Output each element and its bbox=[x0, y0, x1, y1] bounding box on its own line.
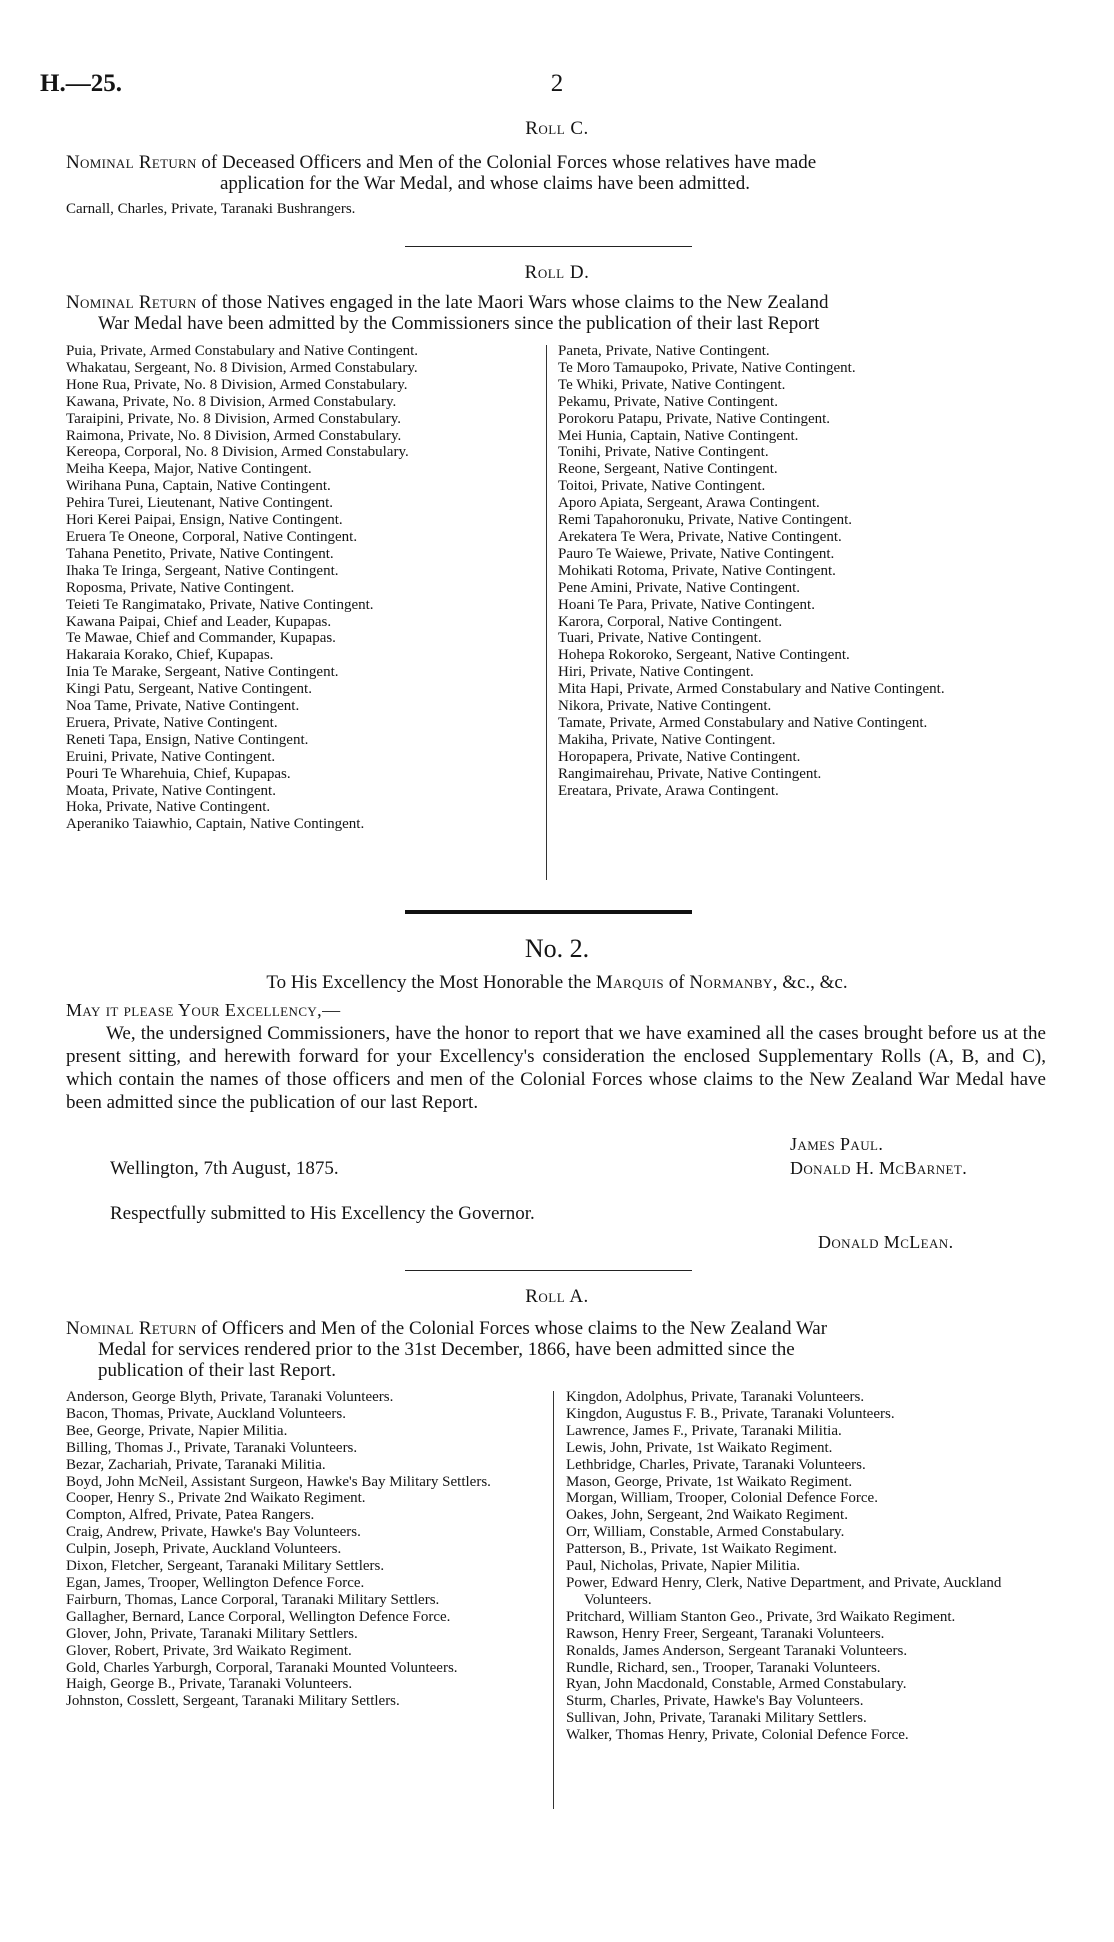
roll-d-entry: Raimona, Private, No. 8 Division, Armed Constabulary. bbox=[66, 427, 402, 444]
roll-d-entry: Te Whiki, Private, Native Contingent. bbox=[558, 376, 786, 393]
roll-a-title: Roll A. bbox=[525, 1286, 589, 1307]
roll-a-intro-line2: Medal for services rendered prior to the 31st December, 1866, have been admitted since the bbox=[98, 1339, 795, 1360]
roll-a-entry: Johnston, Cosslett, Sergeant, Taranaki Military Settlers. bbox=[66, 1693, 400, 1710]
roll-d-entry: Toitoi, Private, Native Contingent. bbox=[558, 478, 766, 495]
address-prefix: To His Excellency the Most Honorable the bbox=[266, 972, 596, 993]
roll-a-entry: Pritchard, William Stanton Geo., Private, 3rd Waikato Regiment. bbox=[566, 1608, 956, 1625]
roll-d-title: Roll D. bbox=[524, 262, 590, 283]
roll-d-entry: Ereatara, Private, Arawa Contingent. bbox=[558, 782, 779, 799]
roll-d-entry: Reone, Sergeant, Native Contingent. bbox=[558, 461, 778, 478]
divider bbox=[405, 1270, 692, 1271]
signatory-donald-mcbarnet: Donald H. McBarnet. bbox=[790, 1158, 968, 1178]
roll-d-entry: Pene Amini, Private, Native Contingent. bbox=[558, 579, 801, 596]
salutation: May it please Your Excellency,— bbox=[66, 1000, 341, 1020]
roll-d-entry: Kereopa, Corporal, No. 8 Division, Armed Constabulary. bbox=[66, 444, 409, 461]
roll-d-entry: Tamate, Private, Armed Constabulary and Native Contingent. bbox=[558, 714, 928, 731]
roll-c-entry: Carnall, Charles, Private, Taranaki Bushrangers. bbox=[66, 201, 356, 217]
roll-d-entry: Kawana, Private, No. 8 Division, Armed Constabulary. bbox=[66, 393, 397, 410]
roll-d-intro-line1: of those Natives engaged in the late Maori Wars whose claims to the New Zealand bbox=[196, 292, 829, 313]
roll-a-entry: Billing, Thomas J., Private, Taranaki Volunteers. bbox=[66, 1439, 358, 1456]
roll-a-entry: Orr, William, Constable, Armed Constabulary. bbox=[566, 1524, 845, 1541]
signatory-donald-mclean: Donald McLean. bbox=[818, 1232, 954, 1252]
address-of: of bbox=[663, 972, 690, 993]
roll-d-entry: Hohepa Rokoroko, Sergeant, Native Contingent. bbox=[558, 647, 850, 664]
roll-d-intro bbox=[66, 292, 1056, 334]
column-divider bbox=[546, 345, 547, 880]
roll-d-entry: Taraipini, Private, No. 8 Division, Armed Constabulary. bbox=[66, 410, 402, 427]
roll-d-entry: Hiri, Private, Native Contingent. bbox=[558, 664, 754, 681]
roll-d-entry: Aperaniko Taiawhio, Captain, Native Contingent. bbox=[66, 816, 365, 833]
roll-c-intro bbox=[66, 152, 1056, 194]
roll-d-entry: Hone Rua, Private, No. 8 Division, Armed Constabulary. bbox=[66, 376, 408, 393]
roll-a-entry: Culpin, Joseph, Private, Auckland Volunteers. bbox=[66, 1541, 342, 1558]
roll-d-entry: Meiha Keepa, Major, Native Contingent. bbox=[66, 461, 312, 478]
roll-a-entry: Rundle, Richard, sen., Trooper, Taranaki Volunteers. bbox=[566, 1659, 881, 1676]
submission-line: Respectfully submitted to His Excellency the Governor. bbox=[110, 1203, 535, 1224]
roll-c-list bbox=[66, 201, 666, 218]
roll-d-right-column bbox=[558, 343, 1045, 799]
roll-a-entry: Kingdon, Augustus F. B., Private, Taranaki Volunteers. bbox=[566, 1405, 895, 1422]
roll-d-entry: Mohikati Rotoma, Private, Native Contingent. bbox=[558, 562, 836, 579]
roll-a-entry: Kingdon, Adolphus, Private, Taranaki Volunteers. bbox=[566, 1389, 865, 1405]
roll-d-entry: Karora, Corporal, Native Contingent. bbox=[558, 613, 783, 630]
no2-address bbox=[0, 972, 1114, 994]
roll-d-entry: Te Mawae, Chief and Commander, Kupapas. bbox=[66, 630, 336, 647]
roll-d-entry: Rangimairehau, Private, Native Contingent. bbox=[558, 765, 822, 782]
roll-a-entry: Anderson, George Blyth, Private, Taranaki Volunteers. bbox=[66, 1389, 394, 1405]
roll-a-entry: Sullivan, John, Private, Taranaki Military Settlers. bbox=[566, 1710, 867, 1727]
roll-d-entry: Hoka, Private, Native Contingent. bbox=[66, 799, 271, 816]
section-divider bbox=[405, 910, 692, 914]
roll-a-entry: Bezar, Zachariah, Private, Taranaki Militia. bbox=[66, 1456, 326, 1473]
no2-heading: No. 2. bbox=[524, 934, 590, 963]
address-title: Marquis bbox=[595, 972, 664, 993]
roll-a-entry: Ronalds, James Anderson, Sergeant Taranaki Volunteers. bbox=[566, 1642, 908, 1659]
roll-a-entry: Haigh, George B., Private, Taranaki Volunteers. bbox=[66, 1676, 353, 1693]
roll-d-entry: Horopapera, Private, Native Contingent. bbox=[558, 748, 801, 765]
roll-d-entry: Whakatau, Sergeant, No. 8 Division, Armed Constabulary. bbox=[66, 359, 418, 376]
roll-a-entry: Paul, Nicholas, Private, Napier Militia. bbox=[566, 1558, 801, 1575]
roll-a-entry: Gallagher, Bernard, Lance Corporal, Wellington Defence Force. bbox=[66, 1608, 451, 1625]
roll-a-left-column bbox=[66, 1389, 538, 1710]
roll-d-entry: Kawana Paipai, Chief and Leader, Kupapas. bbox=[66, 613, 332, 630]
column-divider bbox=[553, 1391, 554, 1809]
page-number: 2 bbox=[550, 70, 564, 97]
roll-d-entry: Nikora, Private, Native Contingent. bbox=[558, 698, 772, 715]
report-paragraph: We, the undersigned Commissioners, have the honor to report that we have examined all the cases brought before us at the present sitting, and herewith forward for your Excellency's consideration the enclosed Supplementary Rolls (A, B, and C), which contain the names of those officers and men of the Colonial Forces whose claims to the New Zealand War Medal have been admitted since the publication of our last Report. bbox=[66, 1023, 1046, 1113]
roll-a-lead: Nominal Return bbox=[66, 1318, 197, 1339]
roll-d-entry: Pouri Te Wharehuia, Chief, Kupapas. bbox=[66, 765, 291, 782]
report-body bbox=[66, 1022, 1046, 1114]
roll-a-entry: Egan, James, Trooper, Wellington Defence Force. bbox=[66, 1574, 365, 1591]
signatory-james-paul: James Paul. bbox=[790, 1134, 884, 1154]
roll-d-entry: Aporo Apiata, Sergeant, Arawa Contingent. bbox=[558, 495, 820, 512]
roll-d-entry: Pekamu, Private, Native Contingent. bbox=[558, 393, 778, 410]
roll-a-entry: Oakes, John, Sergeant, 2nd Waikato Regiment. bbox=[566, 1507, 848, 1524]
roll-a-entry: Sturm, Charles, Private, Hawke's Bay Volunteers. bbox=[566, 1693, 864, 1710]
roll-d-entry: Porokoru Patapu, Private, Native Contingent. bbox=[558, 410, 831, 427]
roll-d-entry: Arekatera Te Wera, Private, Native Contingent. bbox=[558, 528, 842, 545]
roll-a-entry: Patterson, B., Private, 1st Waikato Regiment. bbox=[566, 1541, 837, 1558]
address-suffix: , &c., &c. bbox=[772, 972, 848, 993]
roll-d-entry: Mita Hapi, Private, Armed Constabulary and Native Contingent. bbox=[558, 681, 945, 698]
roll-a-entry: Compton, Alfred, Private, Patea Rangers. bbox=[66, 1507, 315, 1524]
roll-c-intro-line2: application for the War Medal, and whose claims have been admitted. bbox=[220, 173, 750, 194]
roll-d-intro-line2: War Medal have been admitted by the Commissioners since the publication of their last Report bbox=[98, 313, 820, 334]
roll-d-entry: Kingi Patu, Sergeant, Native Contingent. bbox=[66, 681, 312, 698]
roll-c-title: Roll C. bbox=[525, 118, 589, 139]
roll-d-entry: Moata, Private, Native Contingent. bbox=[66, 782, 276, 799]
roll-a-entry: Fairburn, Thomas, Lance Corporal, Taranaki Military Settlers. bbox=[66, 1591, 440, 1608]
roll-a-entry: Lewis, John, Private, 1st Waikato Regiment. bbox=[566, 1439, 833, 1456]
roll-d-entry: Te Moro Tamaupoko, Private, Native Contingent. bbox=[558, 359, 856, 376]
roll-a-entry: Gold, Charles Yarburgh, Corporal, Taranaki Mounted Volunteers. bbox=[66, 1659, 458, 1676]
roll-d-entry: Hori Kerei Paipai, Ensign, Native Contingent. bbox=[66, 512, 343, 529]
roll-d-entry: Puia, Private, Armed Constabulary and Native Contingent. bbox=[66, 343, 419, 359]
roll-a-entry: Lawrence, James F., Private, Taranaki Militia. bbox=[566, 1422, 842, 1439]
roll-d-entry: Inia Te Marake, Sergeant, Native Contingent. bbox=[66, 664, 339, 681]
roll-d-entry: Makiha, Private, Native Contingent. bbox=[558, 731, 776, 748]
roll-a-entry: Glover, Robert, Private, 3rd Waikato Regiment. bbox=[66, 1642, 352, 1659]
roll-d-left-column bbox=[66, 343, 536, 833]
roll-d-entry: Eruini, Private, Native Contingent. bbox=[66, 748, 276, 765]
roll-a-right-column bbox=[566, 1389, 1046, 1744]
roll-a-entry: Rawson, Henry Freer, Sergeant, Taranaki Volunteers. bbox=[566, 1625, 885, 1642]
roll-a-entry: Lethbridge, Charles, Private, Taranaki Volunteers. bbox=[566, 1456, 866, 1473]
roll-c-lead: Nominal Return bbox=[66, 152, 197, 173]
roll-d-entry: Reneti Tapa, Ensign, Native Contingent. bbox=[66, 731, 309, 748]
roll-d-lead: Nominal Return bbox=[66, 292, 197, 313]
roll-d-entry: Mei Hunia, Captain, Native Contingent. bbox=[558, 427, 799, 444]
roll-d-entry: Pehira Turei, Lieutenant, Native Contingent. bbox=[66, 495, 334, 512]
roll-d-entry: Teieti Te Rangimatako, Private, Native Contingent. bbox=[66, 596, 374, 613]
roll-d-entry: Roposma, Private, Native Contingent. bbox=[66, 579, 295, 596]
roll-d-entry: Tonihi, Private, Native Contingent. bbox=[558, 444, 769, 461]
roll-a-entry: Bacon, Thomas, Private, Auckland Volunteers. bbox=[66, 1405, 346, 1422]
roll-d-entry: Hoani Te Para, Private, Native Contingent. bbox=[558, 596, 815, 613]
roll-d-entry: Paneta, Private, Native Contingent. bbox=[558, 343, 770, 359]
roll-d-entry: Pauro Te Waiewe, Private, Native Contingent. bbox=[558, 545, 835, 562]
roll-a-entry: Mason, George, Private, 1st Waikato Regiment. bbox=[566, 1473, 853, 1490]
roll-d-entry: Eruera, Private, Native Contingent. bbox=[66, 714, 278, 731]
address-name: Normanby bbox=[689, 972, 773, 993]
roll-c-intro-line1: of Deceased Officers and Men of the Colonial Forces whose relatives have made bbox=[196, 152, 817, 173]
roll-d-entry: Tuari, Private, Native Contingent. bbox=[558, 630, 762, 647]
roll-d-entry: Remi Tapahoronuku, Private, Native Contingent. bbox=[558, 512, 853, 529]
roll-a-intro-line3: publication of their last Report. bbox=[98, 1360, 336, 1381]
roll-d-entry: Tahana Penetito, Private, Native Contingent. bbox=[66, 545, 334, 562]
roll-d-entry: Wirihana Puna, Captain, Native Contingent. bbox=[66, 478, 331, 495]
roll-d-entry: Eruera Te Oneone, Corporal, Native Contingent. bbox=[66, 528, 358, 545]
roll-a-intro bbox=[66, 1318, 1056, 1381]
roll-a-entry: Cooper, Henry S., Private 2nd Waikato Regiment. bbox=[66, 1490, 366, 1507]
roll-a-entry: Ryan, John Macdonald, Constable, Armed Constabulary. bbox=[566, 1676, 907, 1693]
roll-a-entry: Power, Edward Henry, Clerk, Native Department, and Private, Auckland Volunteers. bbox=[566, 1574, 1002, 1608]
roll-a-intro-line1: of Officers and Men of the Colonial Forces whose claims to the New Zealand War bbox=[196, 1318, 828, 1339]
roll-a-entry: Morgan, William, Trooper, Colonial Defence Force. bbox=[566, 1490, 878, 1507]
place-date: Wellington, 7th August, 1875. bbox=[110, 1158, 339, 1179]
document-code: H.—25. bbox=[40, 70, 122, 97]
roll-a-entry: Dixon, Fletcher, Sergeant, Taranaki Military Settlers. bbox=[66, 1558, 385, 1575]
roll-d-entry: Noa Tame, Private, Native Contingent. bbox=[66, 698, 300, 715]
roll-a-entry: Boyd, John McNeil, Assistant Surgeon, Hawke's Bay Military Settlers. bbox=[66, 1473, 491, 1490]
roll-a-entry: Craig, Andrew, Private, Hawke's Bay Volunteers. bbox=[66, 1524, 361, 1541]
roll-a-entry: Walker, Thomas Henry, Private, Colonial Defence Force. bbox=[566, 1727, 909, 1744]
roll-a-entry: Bee, George, Private, Napier Militia. bbox=[66, 1422, 288, 1439]
roll-d-entry: Ihaka Te Iringa, Sergeant, Native Contingent. bbox=[66, 562, 339, 579]
divider bbox=[405, 246, 692, 247]
roll-d-entry: Hakaraia Korako, Chief, Kupapas. bbox=[66, 647, 274, 664]
roll-a-entry: Glover, John, Private, Taranaki Military Settlers. bbox=[66, 1625, 358, 1642]
